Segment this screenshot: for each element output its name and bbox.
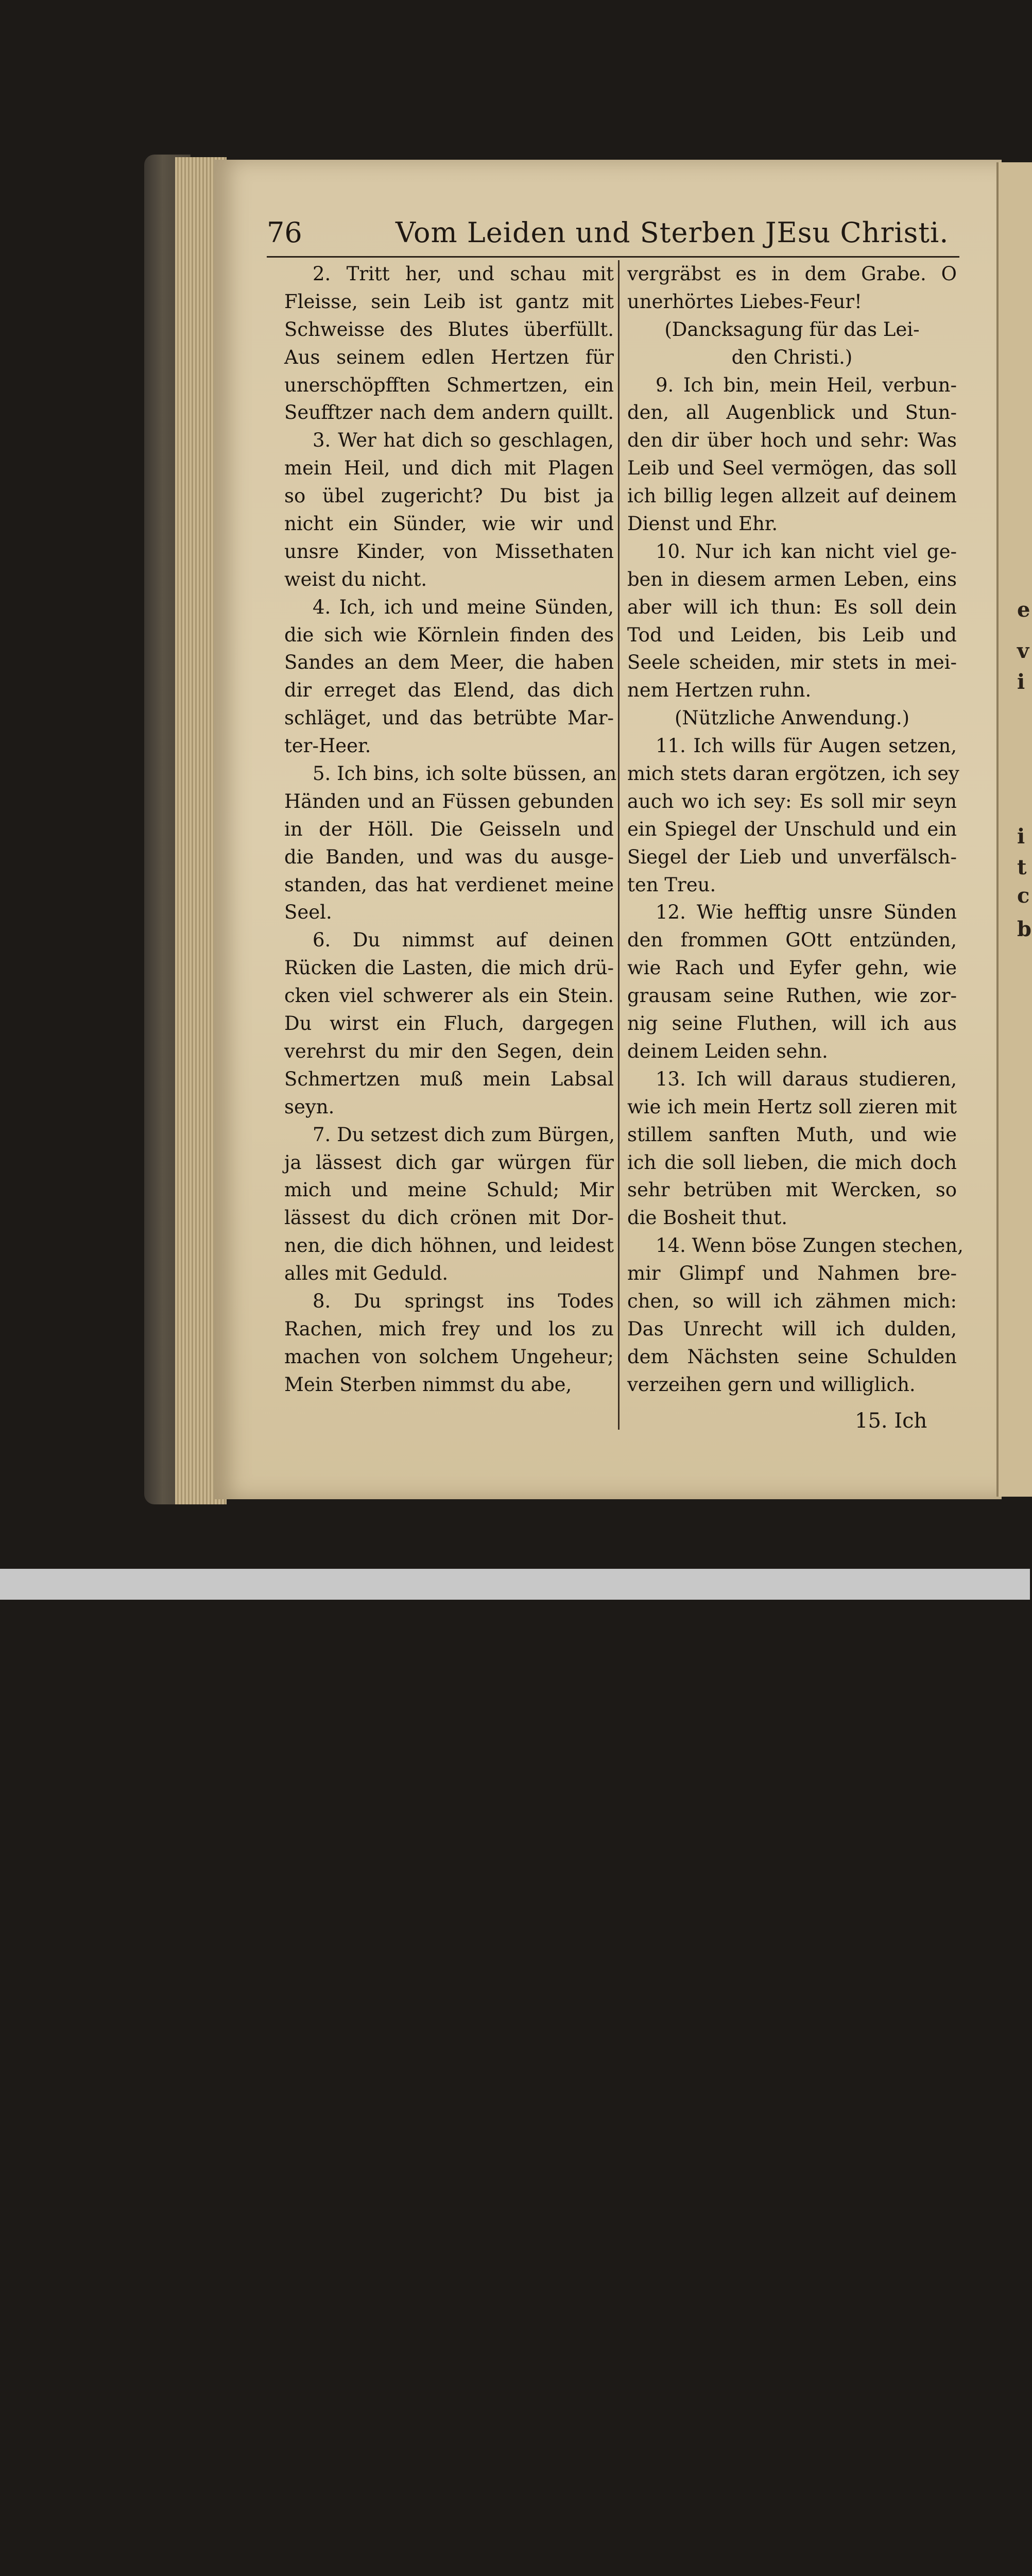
text-line: (Nützliche Anwendung.) — [674, 707, 910, 730]
text-line: den dir über hoch und sehr: Was — [627, 429, 957, 452]
text-line: Seufftzer nach dem andern quillt. — [284, 401, 614, 424]
text-line: 11. Ich wills für Augen setzen, — [656, 735, 957, 757]
text-line: Seele scheiden, mir stets in mei- — [627, 651, 957, 674]
text-line: Tod und Leiden, bis Leib und — [627, 623, 957, 646]
text-line: 2. Tritt her, und schau mit — [313, 263, 614, 285]
text-line: Schweisse des Blutes überfüllt. — [284, 318, 614, 341]
text-line: Händen und an Füssen gebunden — [284, 790, 614, 812]
text-line: Rachen, mich frey und los zu — [284, 1317, 614, 1340]
text-line: wie ich mein Hertz soll zieren mit — [627, 1095, 957, 1118]
text-line: machen von solchem Ungeheur; — [284, 1345, 614, 1368]
text-line: seyn. — [284, 1095, 335, 1118]
text-line: lässest du dich crönen mit Dor- — [284, 1207, 614, 1229]
text-line: 4. Ich, ich und meine Sünden, — [313, 596, 614, 618]
text-line: dem Nächsten seine Schulden — [627, 1345, 957, 1368]
text-line: 13. Ich will daraus studieren, — [656, 1067, 957, 1090]
text-line: Aus seinem edlen Hertzen für — [284, 346, 614, 368]
text-line: 12. Wie hefftig unsre Sünden — [656, 901, 957, 924]
text-line: verehrst du mir den Segen, dein — [284, 1040, 614, 1062]
page-header — [267, 216, 949, 258]
text-line: Seel. — [284, 901, 332, 924]
text-line: ein Spiegel der Unschuld und ein — [627, 818, 957, 840]
text-line: dir erreget das Elend, das dich — [284, 679, 614, 702]
text-line: cken viel schwerer als ein Stein. — [284, 985, 614, 1007]
text-line: sehr betrüben mit Wercken, so — [627, 1179, 957, 1201]
text-line: nicht ein Sünder, wie wir und — [284, 513, 614, 535]
text-line: stillem sanften Muth, und wie — [627, 1123, 957, 1146]
text-line: deinem Leiden sehn. — [627, 1040, 828, 1062]
text-line: die Bosheit thut. — [627, 1207, 787, 1229]
column-divider — [618, 260, 620, 1430]
text-line: 8. Du springst ins Todes — [313, 1290, 614, 1312]
text-line: standen, das hat verdienet meine — [284, 873, 614, 896]
catchword: 15. Ich — [855, 1409, 927, 1433]
text-line: Rücken die Lasten, die mich drü- — [284, 957, 614, 979]
text-line: 6. Du nimmst auf deinen — [313, 929, 614, 952]
text-line: chen, so will ich zähmen mich: — [627, 1290, 957, 1312]
text-line: unerschöpfften Schmertzen, ein — [284, 374, 614, 396]
text-line: in der Höll. Die Geisseln und — [284, 818, 614, 840]
text-line: Das Unrecht will ich dulden, — [627, 1317, 957, 1340]
text-line: wie Rach und Eyfer gehn, wie — [627, 957, 957, 979]
text-line: Dienst und Ehr. — [627, 513, 778, 535]
text-line: Mein Sterben nimmst du abe, — [284, 1373, 572, 1396]
text-line: den Christi.) — [731, 346, 853, 368]
text-line: mein Heil, und dich mit Plagen — [284, 457, 614, 480]
text-line: (Dancksagung für das Lei- — [664, 318, 920, 341]
text-line: mich und meine Schuld; Mir — [284, 1179, 614, 1201]
text-line: unerhörtes Liebes-Feur! — [627, 290, 862, 313]
text-line: ja lässest dich gar würgen für — [284, 1151, 614, 1174]
text-line: ben in diesem armen Leben, eins — [627, 568, 957, 590]
text-line: mir Glimpf und Nahmen bre- — [627, 1262, 957, 1285]
text-line: 5. Ich bins, ich solte büssen, an — [313, 762, 617, 785]
text-line: verzeihen gern und williglich. — [627, 1373, 916, 1396]
text-line: vergräbst es in dem Grabe. O — [627, 263, 957, 285]
text-line: nig seine Fluthen, will ich aus — [627, 1012, 957, 1035]
header-rule — [267, 256, 959, 258]
text-line: Schmertzen muß mein Labsal — [284, 1067, 614, 1090]
facing-page-letter: e — [1017, 598, 1030, 622]
text-line: 14. Wenn böse Zungen stechen, — [656, 1234, 964, 1257]
text-line: weist du nicht. — [284, 568, 427, 590]
text-line: den frommen GOtt entzünden, — [627, 929, 957, 952]
facing-page-letter: c — [1017, 884, 1030, 908]
text-line: ter-Heer. — [284, 735, 371, 757]
text-line: schläget, und das betrübte Mar- — [284, 707, 614, 730]
text-line: 7. Du setzest dich zum Bürgen, — [313, 1123, 615, 1146]
facing-page-letter: i — [1017, 824, 1025, 849]
text-line: unsre Kinder, von Missethaten — [284, 540, 614, 563]
text-line: nem Hertzen ruhn. — [627, 679, 812, 702]
text-line: so übel zugericht? Du bist ja — [284, 485, 614, 507]
left-column — [284, 260, 617, 1399]
page-number: 76 — [267, 216, 302, 249]
text-line: Du wirst ein Fluch, dargegen — [284, 1012, 614, 1035]
facing-page-letter: t — [1017, 855, 1027, 879]
text-line: alles mit Geduld. — [284, 1262, 449, 1285]
facing-page-letter: b — [1017, 917, 1031, 941]
right-column — [627, 260, 964, 1399]
text-line: grausam seine Ruthen, wie zor- — [627, 985, 957, 1007]
text-line: Fleisse, sein Leib ist gantz mit — [284, 290, 614, 313]
text-line: 10. Nur ich kan nicht viel ge- — [656, 540, 957, 563]
facing-page-letter: v — [1017, 639, 1029, 663]
text-line: mich stets daran ergötzen, ich sey — [627, 762, 959, 785]
text-line: auch wo ich sey: Es soll mir seyn — [627, 790, 957, 812]
text-line: nen, die dich höhnen, und leidest — [284, 1234, 614, 1257]
facing-page-edge — [996, 162, 1032, 1497]
text-line: ich die soll lieben, die mich doch — [627, 1151, 957, 1174]
text-line: ten Treu. — [627, 873, 716, 896]
text-line: ich billig legen allzeit auf deinem — [627, 485, 957, 507]
text-line: 9. Ich bin, mein Heil, verbun- — [656, 374, 957, 396]
viewer-footer-bar — [0, 1569, 1030, 1600]
running-title: Vom Leiden und Sterben JEsu Christi. — [395, 216, 949, 249]
text-line: die Banden, und was du ausge- — [284, 845, 614, 868]
text-line: die sich wie Körnlein finden des — [284, 623, 614, 646]
facing-page-letter: i — [1017, 670, 1025, 694]
text-line: Leib und Seel vermögen, das soll — [627, 457, 957, 480]
text-line: 3. Wer hat dich so geschlagen, — [313, 429, 614, 452]
text-line: aber will ich thun: Es soll dein — [627, 596, 957, 618]
text-line: den, all Augenblick und Stun- — [627, 401, 957, 424]
text-line: Siegel der Lieb und unverfälsch- — [627, 845, 957, 868]
text-line: Sandes an dem Meer, die haben — [284, 651, 614, 674]
